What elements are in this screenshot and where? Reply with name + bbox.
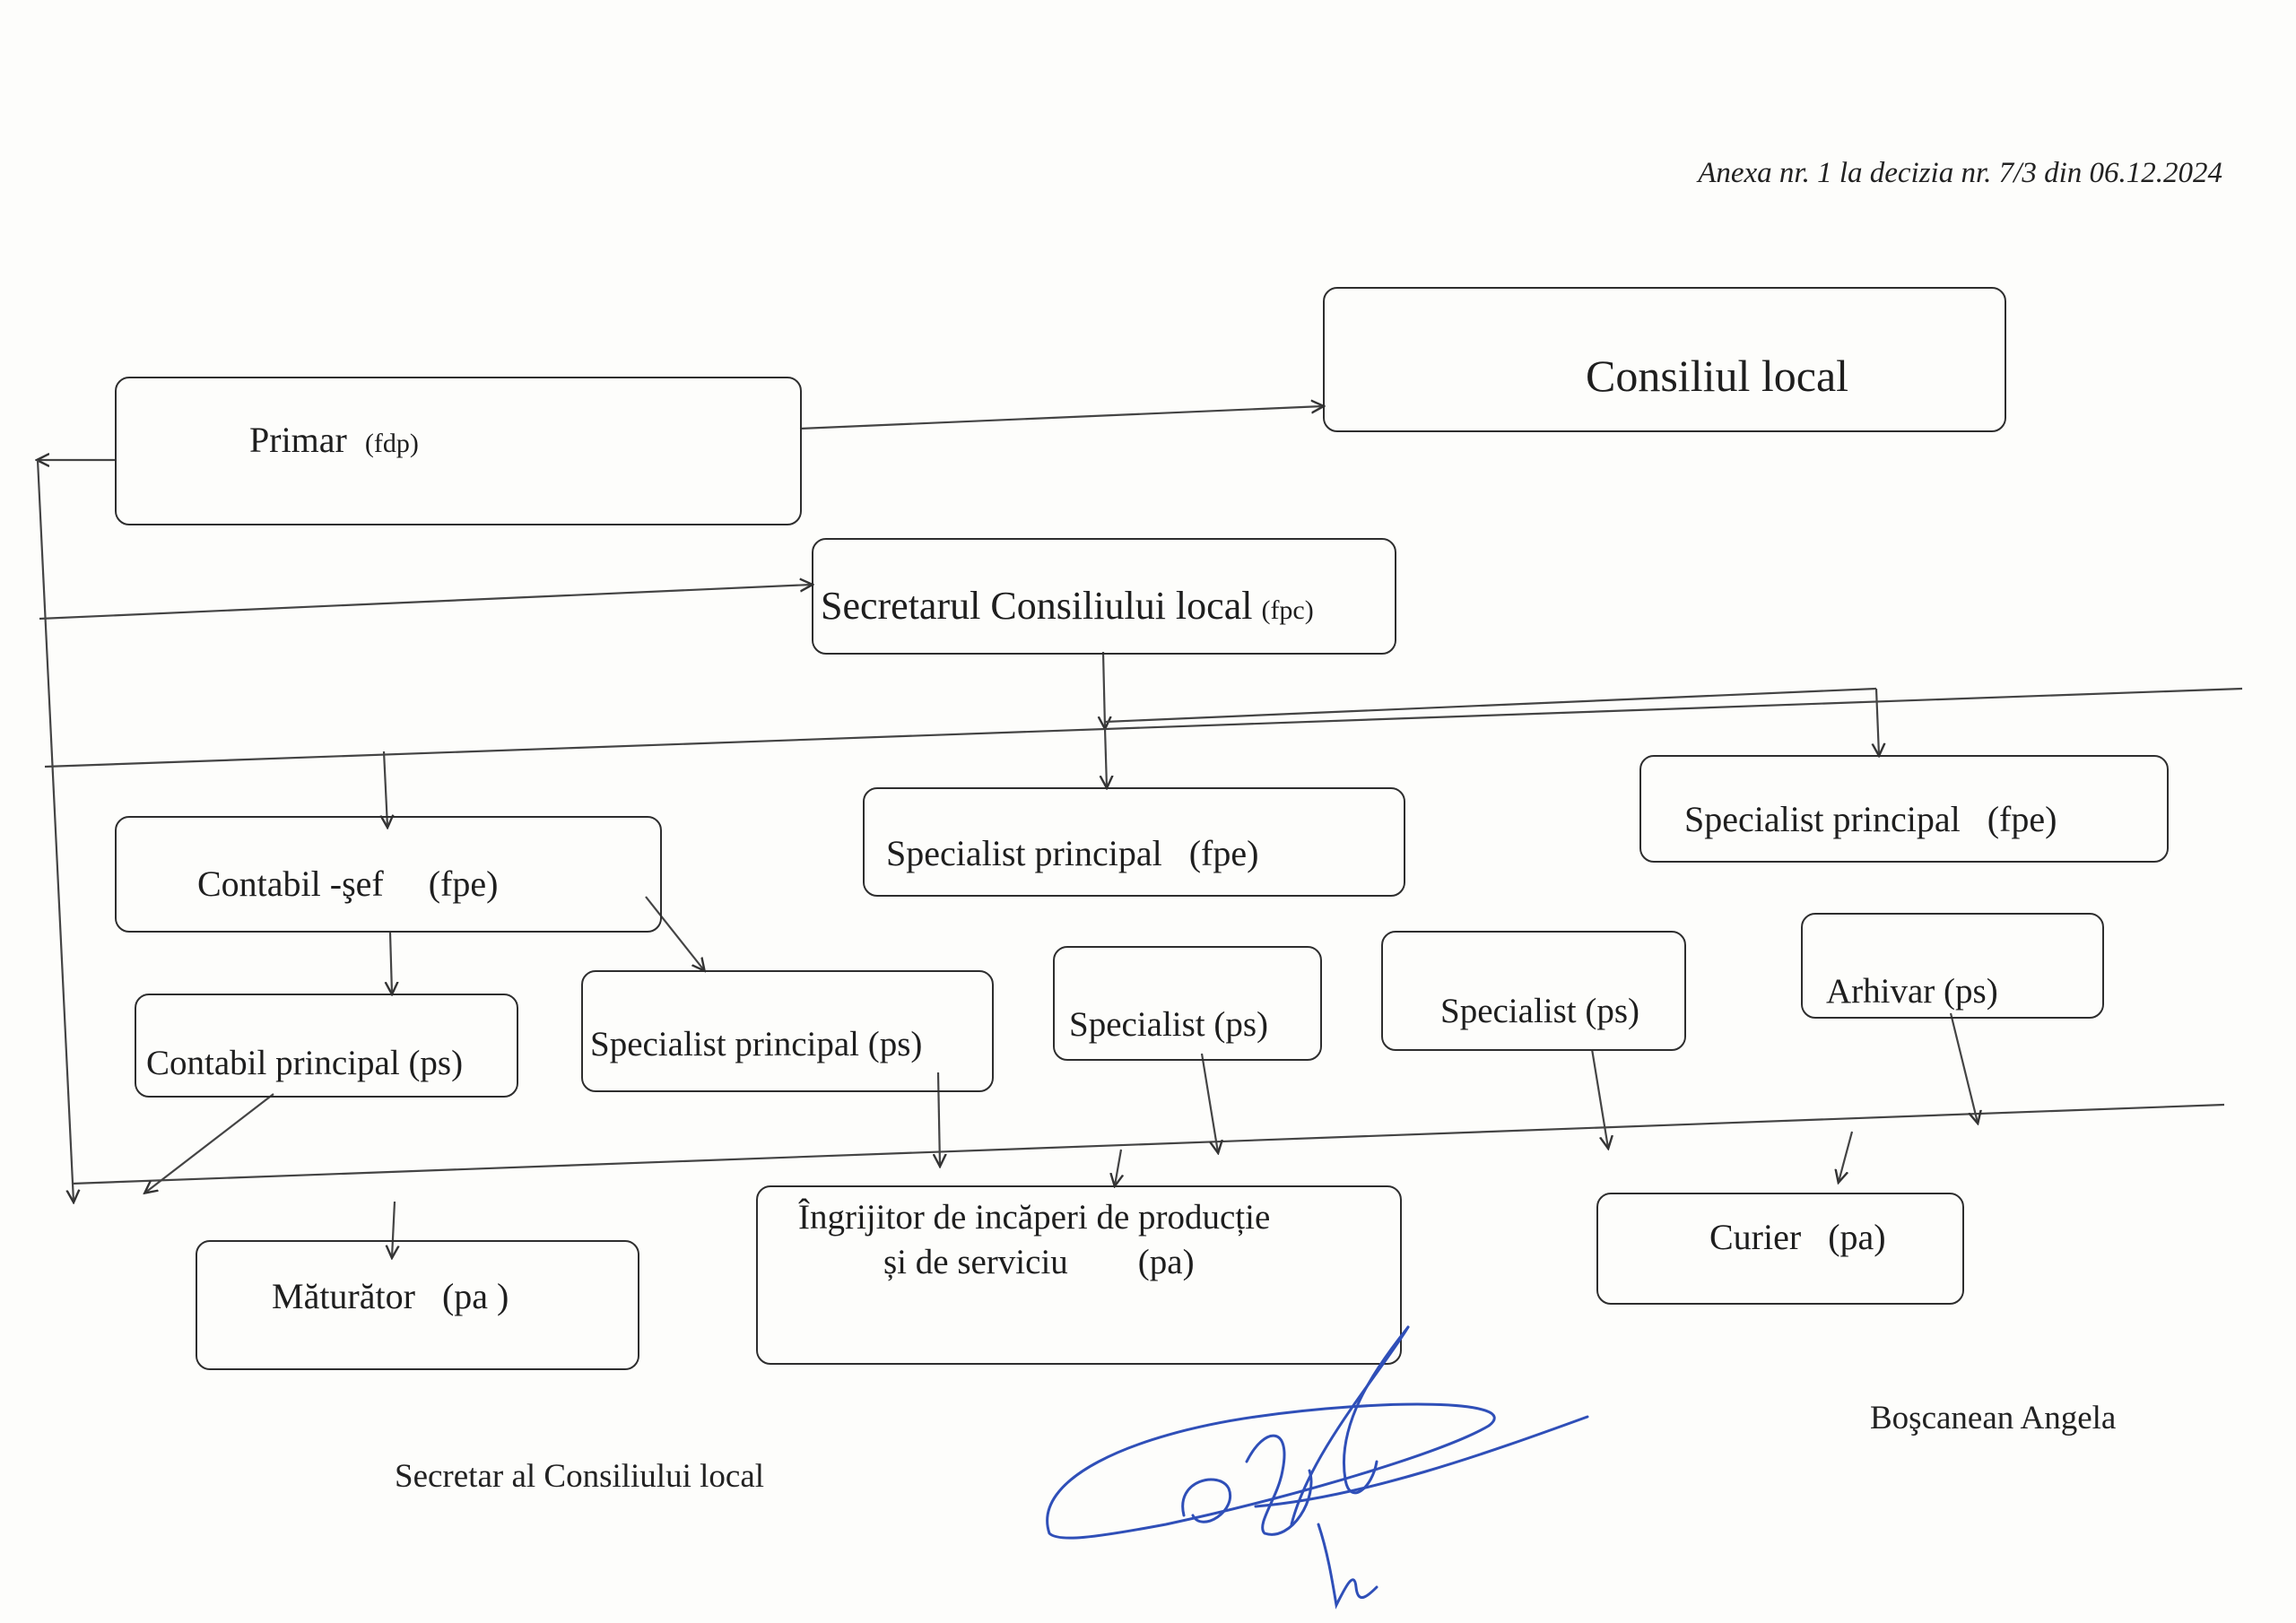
ingrijitor-code: (pa)	[1137, 1243, 1195, 1281]
consiliul-local-label: Consiliul local	[1586, 351, 1849, 401]
curier-name: Curier	[1709, 1217, 1802, 1257]
ingrijitor-line2-text: și de serviciu	[883, 1243, 1068, 1281]
contabil-principal-label: Contabil principal (ps)	[146, 1044, 464, 1082]
contabil-sef-name: Contabil -şef	[197, 864, 384, 904]
footer-position: Secretar al Consiliului local	[395, 1458, 765, 1495]
maturator-name: Măturător	[272, 1276, 415, 1316]
specialist-principal-ps-label: Specialist principal (ps)	[590, 1025, 923, 1063]
primar-label	[249, 419, 419, 461]
contabil-sef-label	[197, 863, 498, 905]
arhivar-label: Arhivar (ps)	[1826, 972, 1998, 1011]
footer-signatory-name: Boşcanean Angela	[1870, 1400, 2117, 1436]
maturator-label	[272, 1275, 509, 1317]
specialist-1-label: Specialist (ps)	[1069, 1005, 1269, 1044]
secretar-name: Secretarul Consiliului local	[821, 584, 1253, 628]
curier-label	[1709, 1216, 1886, 1258]
primar-box	[115, 377, 802, 525]
primar-name: Primar	[249, 420, 347, 460]
primar-code: (fdp)	[364, 429, 419, 458]
specialist-principal-right-code: (fpe)	[1987, 799, 2057, 839]
curier-code: (pa)	[1828, 1217, 1886, 1257]
secretar-label	[821, 583, 1314, 629]
specialist-principal-mid-name: Specialist principal	[886, 833, 1162, 873]
specialist-principal-mid-label	[886, 832, 1258, 874]
maturator-code: (pa )	[441, 1276, 509, 1316]
specialist-2-label: Specialist (ps)	[1440, 992, 1640, 1030]
annex-reference: Anexa nr. 1 la decizia nr. 7/3 din 06.12.2024	[1698, 157, 2222, 189]
ingrijitor-label-line2	[883, 1242, 1195, 1282]
secretar-code: (fpc)	[1261, 595, 1314, 625]
specialist-principal-right-name: Specialist principal	[1684, 799, 1961, 839]
contabil-sef-code: (fpe)	[428, 864, 499, 904]
specialist-principal-mid-code: (fpe)	[1188, 833, 1259, 873]
specialist-principal-right-label	[1684, 798, 2057, 840]
signature-icon	[1022, 1318, 1596, 1623]
ingrijitor-label-line1: Îngrijitor de incăperi de producție	[798, 1198, 1271, 1237]
